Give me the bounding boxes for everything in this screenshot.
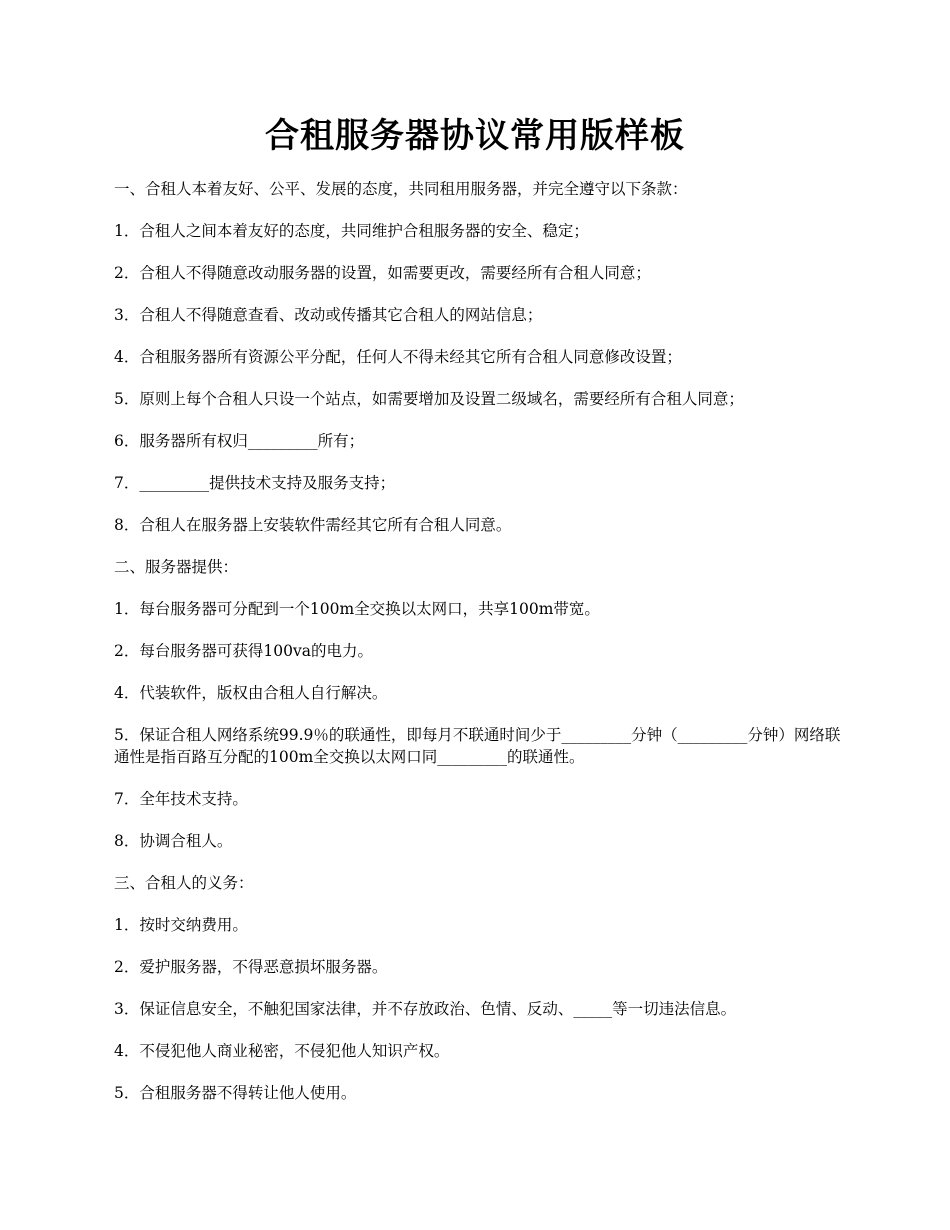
clause-paragraph: 8．合租人在服务器上安装软件需经其它所有合租人同意。 — [114, 516, 512, 534]
clause-paragraph: 4．不侵犯他人商业秘密，不侵犯他人知识产权。 — [114, 1042, 450, 1060]
clause-paragraph: 1．按时交纳费用。 — [114, 916, 248, 934]
clause-paragraph: 3．保证信息安全，不触犯国家法律，并不存放政治、色情、反动、_____等一切违法信息。 — [114, 1000, 737, 1018]
clause-paragraph: 4．代装软件，版权由合租人自行解决。 — [114, 684, 388, 702]
section-heading-1: 一、合租人本着友好、公平、发展的态度，共同租用服务器，并完全遵守以下条款： — [114, 180, 688, 198]
clause-paragraph: 3．合租人不得随意查看、改动或传播其它合租人的网站信息； — [114, 306, 543, 324]
clause-paragraph: 5．保证合租人网络系统99.9％的联通性，即每月不联通时间少于_________分钟（_________分钟）网络联通性是指百路互分配的100m全交换以太网口同_________的联通性。 — [114, 726, 841, 766]
document-body — [114, 178, 854, 1124]
clause-paragraph: 2．合租人不得随意改动服务器的设置，如需要更改，需要经所有合租人同意； — [114, 264, 651, 282]
clause-paragraph: 6．服务器所有权归_________所有； — [114, 432, 365, 450]
clause-paragraph: 7．_________提供技术支持及服务支持； — [114, 474, 396, 492]
clause-paragraph: 2．爱护服务器，不得恶意损坏服务器。 — [114, 958, 388, 976]
clause-paragraph: 2．每台服务器可获得100va的电力。 — [114, 642, 373, 660]
clause-paragraph: 8．协调合租人。 — [114, 832, 233, 850]
document-title: 合租服务器协议常用版样板 — [265, 116, 685, 156]
section-heading-2: 二、服务器提供： — [114, 558, 239, 576]
section-heading-3: 三、合租人的义务： — [114, 874, 254, 892]
clause-paragraph: 7．全年技术支持。 — [114, 790, 248, 808]
clause-paragraph: 4．合租服务器所有资源公平分配，任何人不得未经其它所有合租人同意修改设置； — [114, 348, 682, 366]
clause-paragraph: 5．原则上每个合租人只设一个站点，如需要增加及设置二级域名，需要经所有合租人同意； — [114, 390, 744, 408]
clause-paragraph: 5．合租服务器不得转让他人使用。 — [114, 1084, 357, 1102]
clause-paragraph: 1．每台服务器可分配到一个100m全交换以太网口，共享100m带宽。 — [114, 600, 600, 618]
clause-paragraph: 1．合租人之间本着友好的态度，共同维护合租服务器的安全、稳定； — [114, 222, 589, 240]
